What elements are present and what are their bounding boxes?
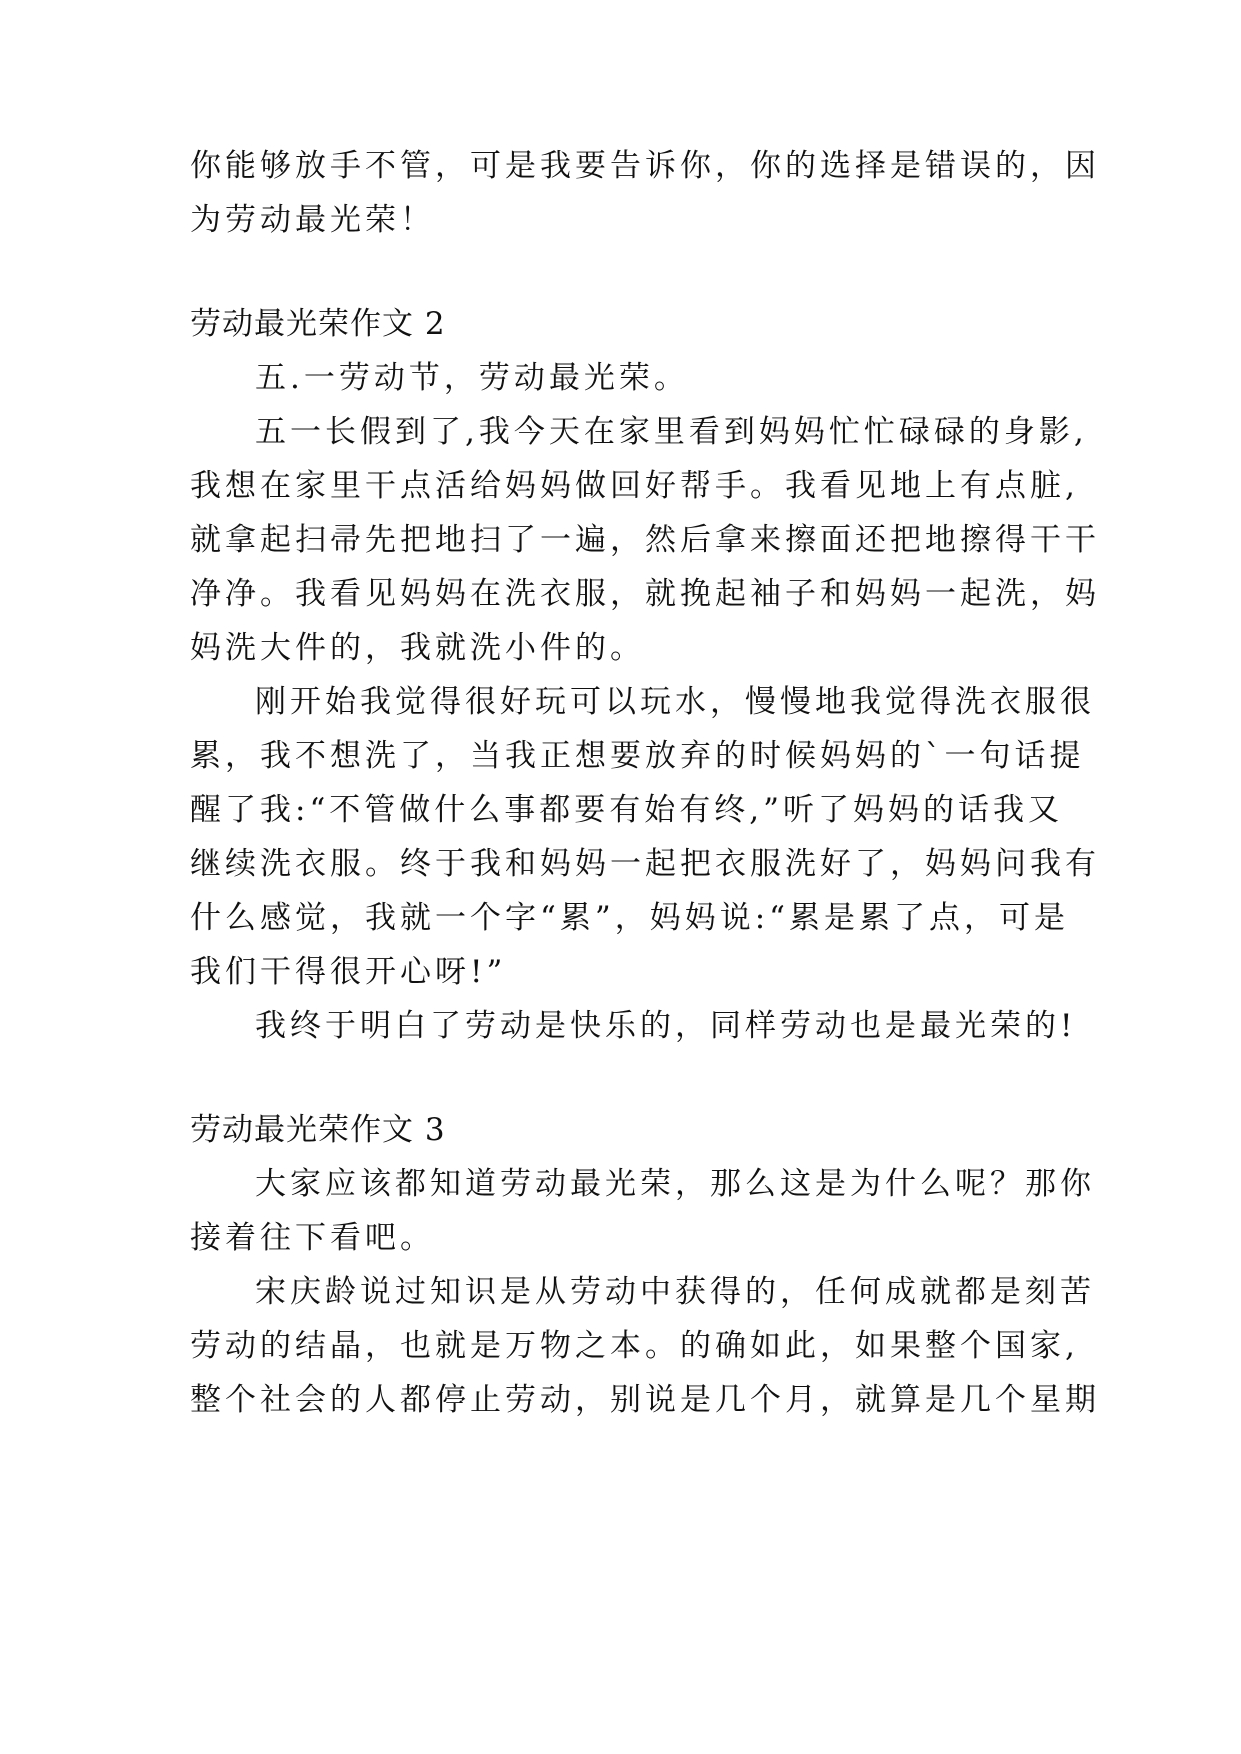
paragraph-line: 就拿起扫帚先把地扫了一遍，然后拿来擦面还把地擦得干干 <box>190 522 1100 558</box>
paragraph-line: 继续洗衣服。终于我和妈妈一起把衣服洗好了，妈妈问我有 <box>190 846 1100 882</box>
paragraph-line: 五一长假到了,我今天在家里看到妈妈忙忙碌碌的身影, <box>255 414 1088 450</box>
paragraph-line: 我终于明白了劳动是快乐的，同样劳动也是最光荣的! <box>255 1008 1077 1044</box>
text-line: 为劳动最光荣！ <box>190 202 435 238</box>
paragraph-line: 醒了我:“不管做什么事都要有始有终,”听了妈妈的话我又 <box>190 792 1063 828</box>
paragraph-line: 接着往下看吧。 <box>190 1220 435 1256</box>
paragraph-line: 刚开始我觉得很好玩可以玩水，慢慢地我觉得洗衣服很 <box>255 684 1095 720</box>
section-title: 劳动最光荣作文 2 <box>190 306 446 342</box>
paragraph-line: 累，我不想洗了，当我正想要放弃的时候妈妈的`一句话提 <box>190 738 1085 774</box>
paragraph-line: 大家应该都知道劳动最光荣，那么这是为什么呢？那你 <box>255 1166 1095 1202</box>
text-line: 你能够放手不管，可是我要告诉你，你的选择是错误的，因 <box>190 148 1100 184</box>
paragraph-line: 劳动的结晶，也就是万物之本。的确如此，如果整个国家, <box>190 1328 1079 1364</box>
paragraph-line: 什么感觉，我就一个字“累”，妈妈说:“累是累了点，可是 <box>190 900 1069 936</box>
paragraph-line: 整个社会的人都停止劳动，别说是几个月，就算是几个星期 <box>190 1382 1100 1418</box>
paragraph-line: 我们干得很开心呀!” <box>190 954 507 990</box>
paragraph-line: 净净。我看见妈妈在洗衣服，就挽起袖子和妈妈一起洗，妈 <box>190 576 1100 612</box>
paragraph-line: 妈洗大件的，我就洗小件的。 <box>190 630 645 666</box>
paragraph-line: 我想在家里干点活给妈妈做回好帮手。我看见地上有点脏, <box>190 468 1079 504</box>
paragraph-line: 宋庆龄说过知识是从劳动中获得的，任何成就都是刻苦 <box>255 1274 1095 1310</box>
section-title: 劳动最光荣作文 3 <box>190 1112 446 1148</box>
paragraph-line: 五.一劳动节，劳动最光荣。 <box>255 360 689 396</box>
